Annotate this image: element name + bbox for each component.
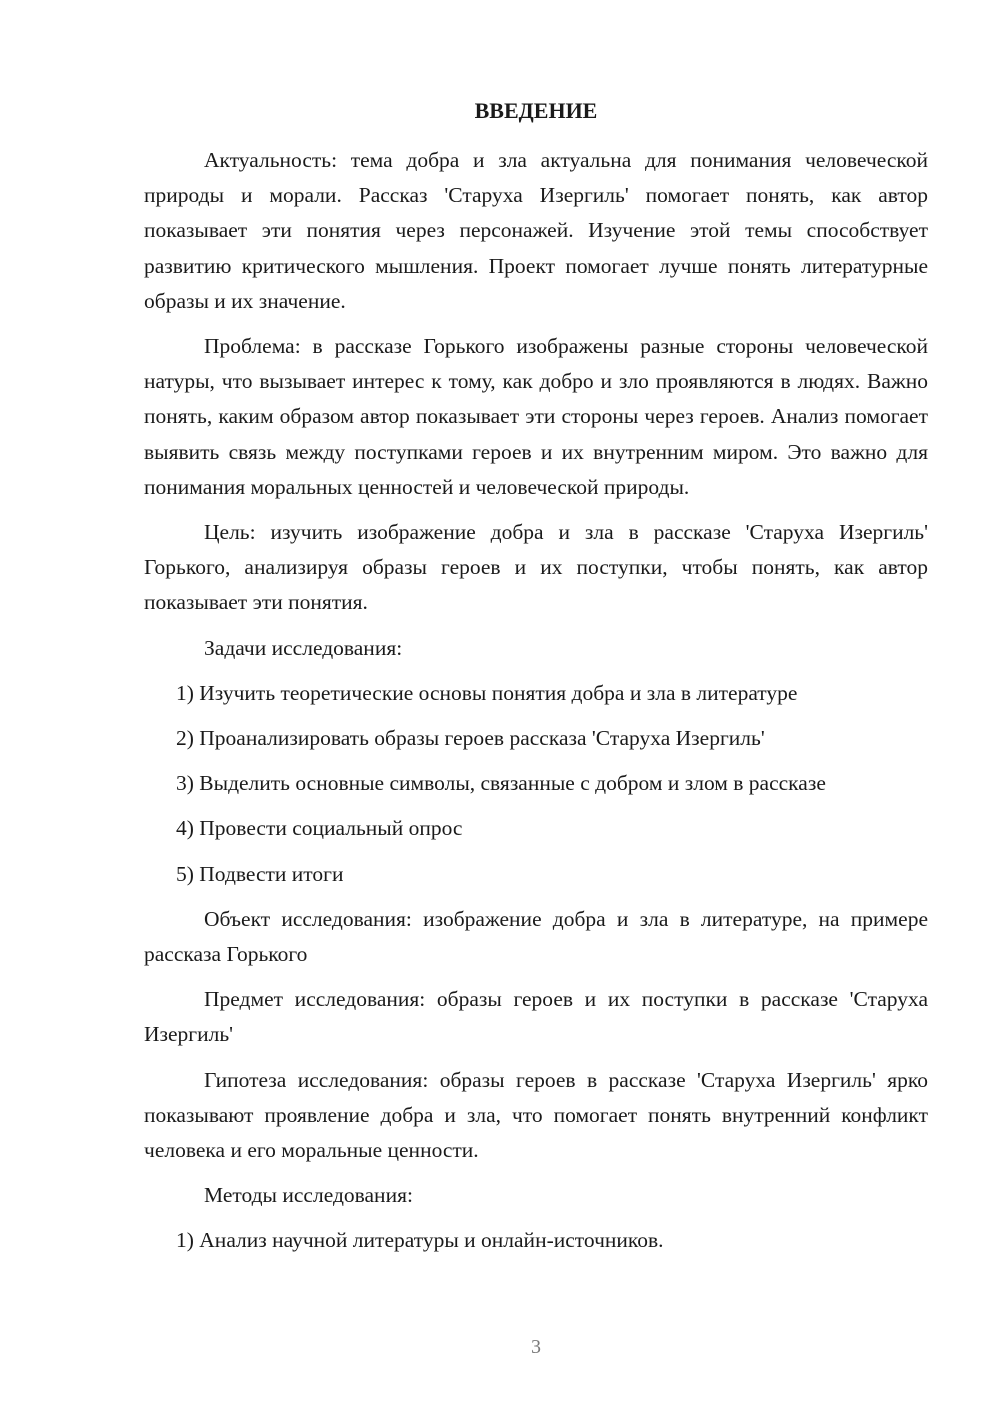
tasks-title: Задачи исследования:: [204, 635, 403, 660]
tasks-list: [144, 676, 928, 892]
list-item: 2) Проанализировать образы героев рассказа 'Старуха Изергиль': [176, 726, 765, 751]
methods-list: [144, 1223, 928, 1258]
paragraph-goal: Цель: изучить изображение добра и зла в рассказе 'Старуха Изергиль' Горького, анализируя образы героев и их поступки, чтобы понять, как автор показывает эти понятия.: [144, 520, 928, 615]
list-item: 4) Провести социальный опрос: [176, 816, 463, 841]
list-item: 3) Выделить основные символы, связанные с добром и злом в рассказе: [176, 771, 826, 796]
paragraph-subject: Предмет исследования: образы героев и их поступки в рассказе 'Старуха Изергиль': [144, 987, 928, 1047]
methods-title: Методы исследования:: [204, 1183, 413, 1208]
paragraph-hypothesis: Гипотеза исследования: образы героев в рассказе 'Старуха Изергиль' ярко показывают проявление добра и зла, что помогает понять внутренний конфликт человека и его моральные ценности.: [144, 1067, 928, 1163]
document-body: [144, 143, 928, 1269]
section-heading: ВВЕДЕНИЕ: [474, 98, 598, 123]
paragraph-object: Объект исследования: изображение добра и зла в литературе, на примере рассказа Горького: [144, 906, 928, 967]
page-number: 3: [531, 1336, 541, 1358]
paragraph-problem: Проблема: в рассказе Горького изображены разные стороны человеческой натуры, что вызывает интерес к тому, как добро и зло проявляются в людях. Важно понять, каким образом автор показывает эти стороны через героев. Анализ помогает выявить связь между поступками героев и их внутренним миром. Это важно для понимания моральных ценностей и человеческой природы.: [144, 334, 928, 499]
list-item: 5) Подвести итоги: [176, 861, 344, 886]
list-item: 1) Изучить теоретические основы понятия добра и зла в литературе: [176, 680, 798, 705]
paragraph-relevance: Актуальность: тема добра и зла актуальна для понимания человеческой природы и морали. Рассказ 'Старуха Изергиль' помогает понять, как автор показывает эти понятия через персонажей. Изучение этой темы способствует развитию критического мышления. Проект помогает лучше понять литературные образы и их значение.: [144, 148, 928, 313]
list-item: 1) Анализ научной литературы и онлайн-источников.: [176, 1228, 664, 1253]
